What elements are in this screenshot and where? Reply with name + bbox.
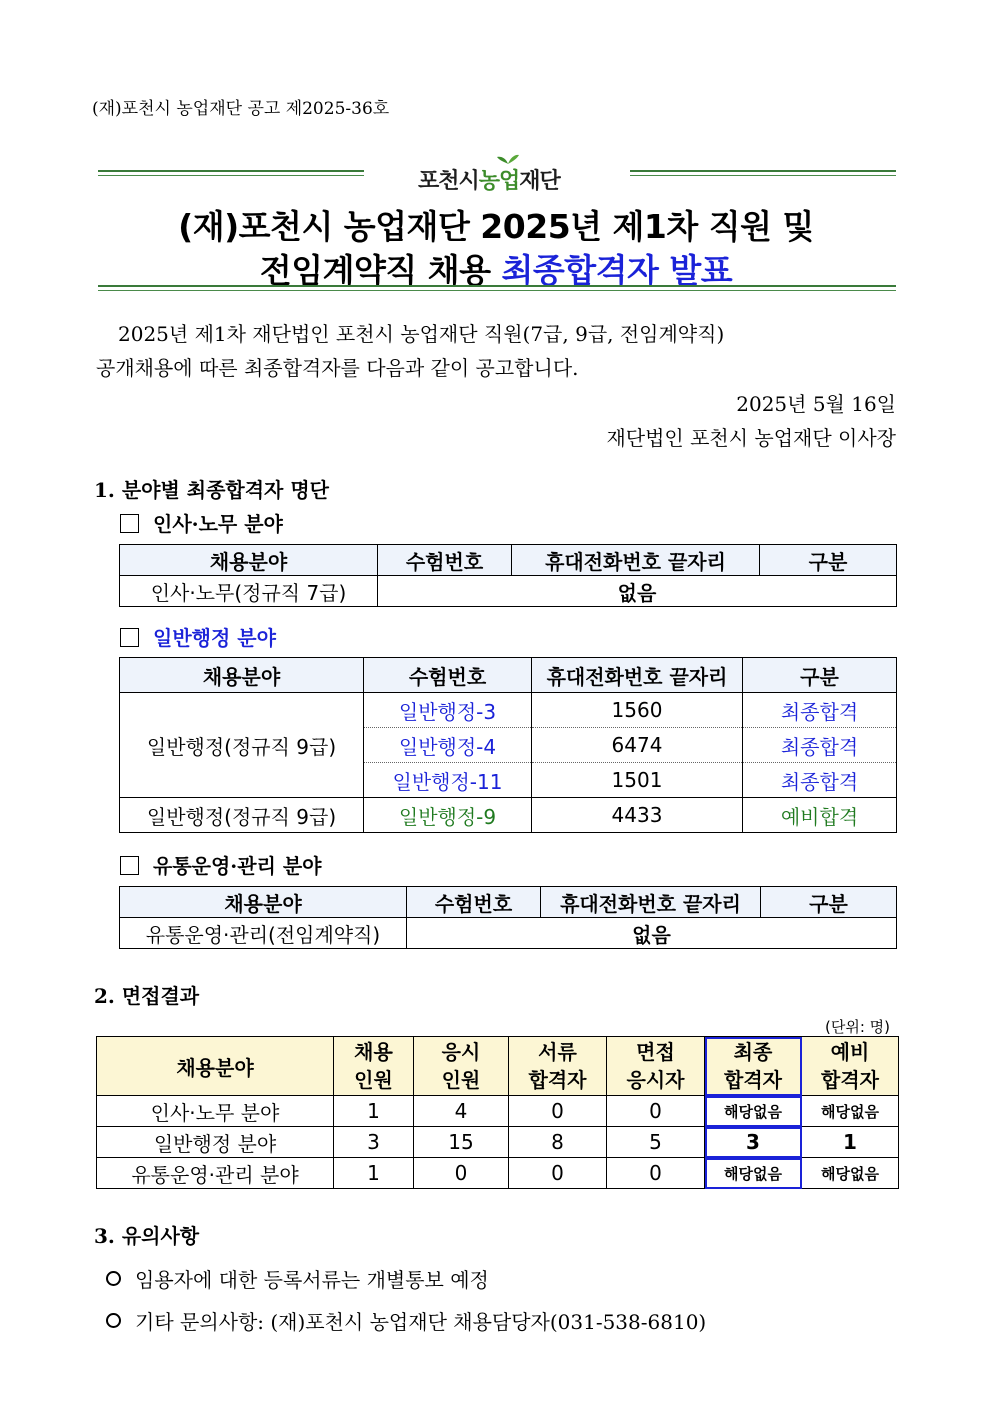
col-header: 구분 (761, 887, 897, 918)
col-header: 응시 인원 (414, 1037, 509, 1096)
leaf-icon (497, 152, 519, 164)
table-cell-phone: 4433 (532, 798, 743, 833)
table-cell-field: 일반행정(정규직 9급) (120, 693, 364, 798)
table-row (120, 693, 897, 728)
table-row (120, 798, 897, 833)
checkbox-square-icon (120, 628, 139, 647)
table-cell-reserve: 해당없음 (802, 1158, 899, 1189)
subheading-admin-label: 일반행정 분야 (153, 626, 276, 650)
header-rule-right-thin (630, 175, 896, 176)
title-highlight: 최종합격자 발표 (501, 251, 733, 290)
table-hr (119, 544, 897, 607)
checkbox-square-icon (120, 514, 139, 533)
checkbox-square-icon (120, 856, 139, 875)
table-distribution (119, 886, 897, 949)
col-header: 서류 합격자 (509, 1037, 607, 1096)
col-header: 채용분야 (120, 887, 407, 918)
table-cell-phone: 6474 (532, 728, 743, 763)
title-rule-thin (98, 290, 896, 291)
header-rule-right (630, 170, 896, 172)
subheading-distribution-label: 유통운영·관리 분야 (153, 854, 322, 878)
header-rule-left-thin (98, 175, 364, 176)
table-row (97, 1158, 899, 1189)
table-cell: 5 (607, 1127, 705, 1158)
table-row (97, 1096, 899, 1127)
table-cell-field: 유통운영·관리 분야 (97, 1158, 334, 1189)
table-interview-results (96, 1036, 899, 1189)
note-text: 임용자에 대한 등록서류는 개별통보 예정 (135, 1268, 489, 1292)
table-cell-exam-no: 일반행정-9 (364, 798, 532, 833)
circle-bullet-icon (106, 1271, 121, 1286)
table-cell: 0 (607, 1158, 705, 1189)
section1-heading: 1. 분야별 최종합격자 명단 (94, 478, 329, 502)
table-cell-exam-no: 일반행정-3 (364, 693, 532, 728)
table-cell-reserve: 해당없음 (802, 1096, 899, 1127)
page-title-line1: (재)포천시 농업재단 2025년 제1차 직원 및 (178, 207, 814, 246)
list-item (106, 1306, 706, 1335)
col-header: 수험번호 (378, 545, 512, 576)
table-cell-final: 해당없음 (705, 1096, 802, 1127)
note-text: 기타 문의사항: (재)포천시 농업재단 채용담당자(031-538-6810) (135, 1310, 707, 1334)
table-cell-none: 없음 (378, 576, 897, 607)
header-rule-left (98, 170, 364, 172)
table-cell-result: 예비합격 (743, 798, 897, 833)
table-cell-none: 없음 (407, 918, 897, 949)
subheading-hr-label: 인사·노무 분야 (153, 512, 283, 536)
unit-label: (단위: 명) (825, 1018, 890, 1036)
issuer: 재단법인 포천시 농업재단 이사장 (606, 426, 896, 450)
table-cell: 3 (334, 1127, 414, 1158)
col-header: 구분 (760, 545, 897, 576)
col-header: 예비 합격자 (802, 1037, 899, 1096)
list-item (106, 1264, 489, 1293)
table-cell: 0 (509, 1096, 607, 1127)
announce-date: 2025년 5월 16일 (736, 392, 896, 416)
section2-heading: 2. 면접결과 (94, 984, 200, 1008)
table-cell-final: 해당없음 (705, 1158, 802, 1189)
notice-number: (재)포천시 농업재단 공고 제2025-36호 (92, 99, 390, 119)
logo-text-b: 농업 (478, 168, 520, 194)
table-cell-phone: 1501 (532, 763, 743, 798)
title-prefix: 전임계약직 채용 (259, 251, 502, 290)
col-header-field: 채용분야 (97, 1037, 334, 1096)
table-cell: 1 (334, 1158, 414, 1189)
col-header: 수험번호 (364, 658, 532, 693)
col-header: 수험번호 (407, 887, 541, 918)
table-cell: 0 (509, 1158, 607, 1189)
logo-text-a: 포천시 (418, 168, 479, 194)
table-cell-exam-no: 일반행정-4 (364, 728, 532, 763)
intro-line2: 공개채용에 따른 최종합격자를 다음과 같이 공고합니다. (96, 356, 579, 380)
table-cell: 0 (414, 1158, 509, 1189)
table-cell-field: 일반행정 분야 (97, 1127, 334, 1158)
subheading-distribution (120, 850, 322, 879)
col-header: 채용 인원 (334, 1037, 414, 1096)
section3-heading: 3. 유의사항 (94, 1224, 200, 1248)
subheading-admin (120, 622, 276, 651)
col-header: 채용분야 (120, 545, 378, 576)
table-cell: 8 (509, 1127, 607, 1158)
table-cell-result: 최종합격 (743, 693, 897, 728)
table-cell-field: 인사·노무(정규직 7급) (120, 576, 378, 607)
title-rule (98, 285, 896, 287)
table-cell: 1 (334, 1096, 414, 1127)
table-cell-field: 일반행정(정규직 9급) (120, 798, 364, 833)
col-header: 채용분야 (120, 658, 364, 693)
table-cell: 4 (414, 1096, 509, 1127)
table-cell-reserve: 1 (802, 1127, 899, 1158)
table-cell-final: 3 (705, 1127, 802, 1158)
table-admin (119, 657, 897, 833)
col-header: 구분 (743, 658, 897, 693)
table-cell: 15 (414, 1127, 509, 1158)
col-header-final: 최종 합격자 (705, 1037, 802, 1096)
table-cell-result: 최종합격 (743, 728, 897, 763)
table-row (97, 1127, 899, 1158)
table-cell-result: 최종합격 (743, 763, 897, 798)
table-cell-exam-no: 일반행정-11 (364, 763, 532, 798)
col-header: 휴대전화번호 끝자리 (532, 658, 743, 693)
table-cell-field: 유통운영·관리(전임계약직) (120, 918, 407, 949)
table-cell-phone: 1560 (532, 693, 743, 728)
col-header: 면접 응시자 (607, 1037, 705, 1096)
col-header: 휴대전화번호 끝자리 (512, 545, 760, 576)
table-cell-field: 인사·노무 분야 (97, 1096, 334, 1127)
subheading-hr (120, 508, 283, 537)
circle-bullet-icon (106, 1313, 121, 1328)
col-header: 휴대전화번호 끝자리 (541, 887, 761, 918)
intro-line1: 2025년 제1차 재단법인 포천시 농업재단 직원(7급, 9급, 전임계약직) (118, 322, 725, 346)
logo-text-c: 재단 (519, 168, 560, 194)
table-cell: 0 (607, 1096, 705, 1127)
foundation-logo (418, 160, 578, 196)
